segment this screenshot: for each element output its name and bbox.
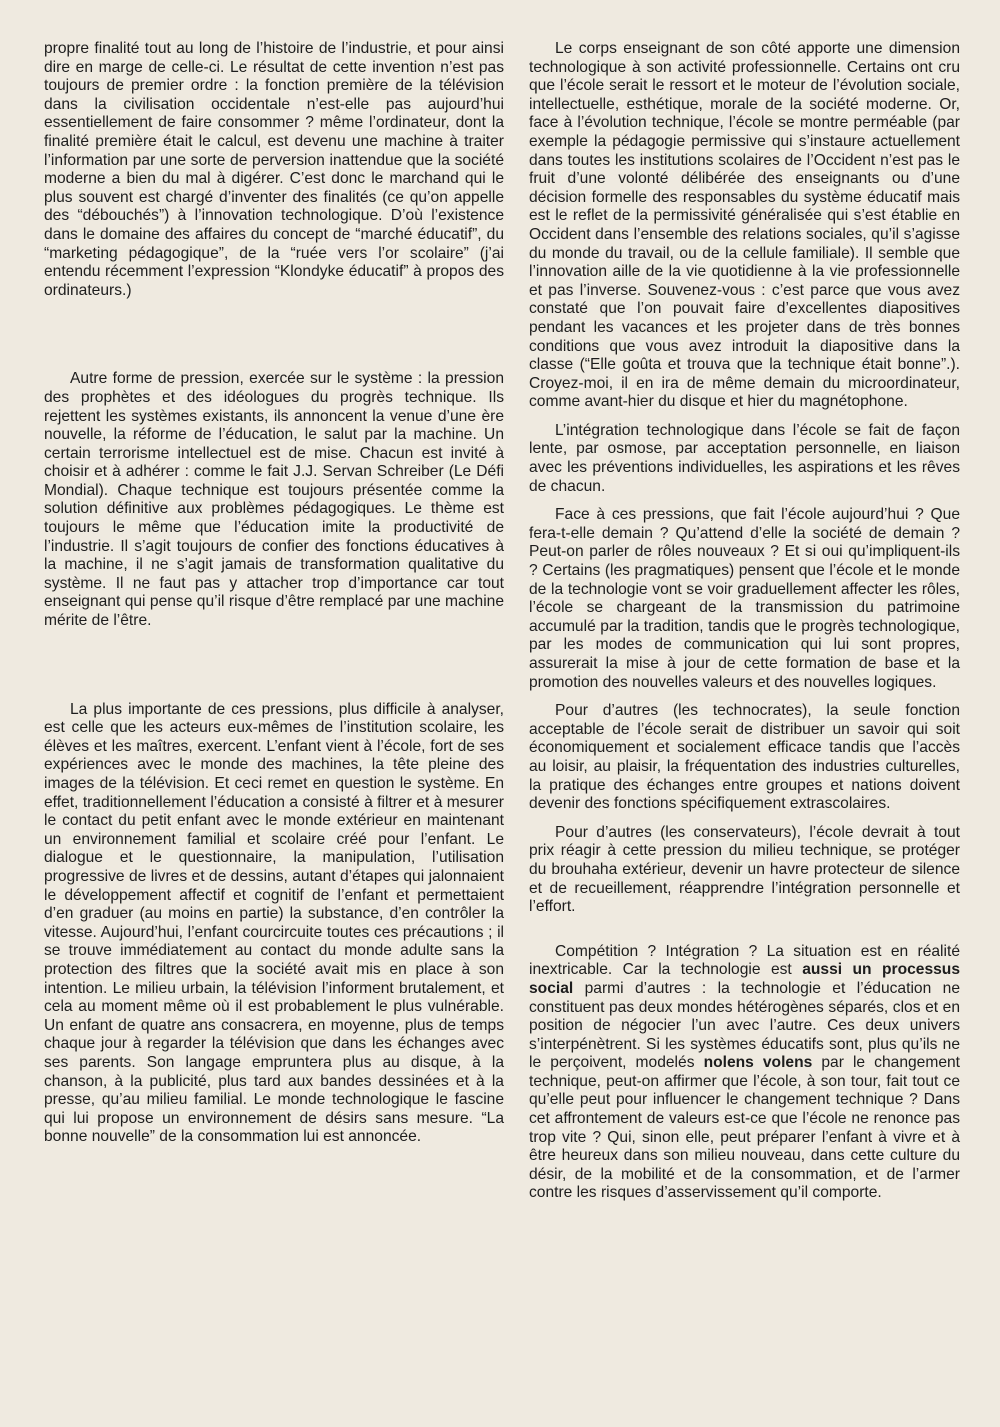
paragraph-conservatives: Pour d’autres (les conservateurs), l’école devrait à tout prix réagir à cette pression du milieu technique, se protéger du brouhaha extérieur, devenir un havre protecteur de silence et de recueillement, réapprendre l’intégration personnelle et l’effort. xyxy=(529,823,960,916)
bold-phrase-nolens-volens: nolens volens xyxy=(703,1054,813,1072)
paragraph-technocrats: Pour d’autres (les technocrates), la seule fonction acceptable de l’école serait de distribuer un savoir qui soit économiquement et socialement efficace tandis que l’accès au loisir, au plaisir, la fréquentation des industries culturelles, la pratique des échanges entre groupes et nations doivent devenir des fonctions spécifiquement extrascolaires. xyxy=(529,702,960,813)
text-segment: parmi d’autres : la technologie et l’éducation ne constituent pas deux mondes hétérogènes séparés, clos et en position de négocier l’un avec l’autre. Ces deux univers s’interpénètrent. Si les systèmes éducatifs sont, plus qu’ils ne le perçoivent, modelés xyxy=(529,979,960,1072)
bold-phrase-social-process: aussi un processus social xyxy=(529,961,960,997)
paragraph-marketing: propre finalité tout au long de l’histoire de l’industrie, et pour ainsi dire en marge de celle-ci. Le résultat de cette invention n’est pas toujours de premier ordre : la fonction première de la télévision dans la civilisation occidentale n’est-elle pas aujourd’hui essentiellement de faire consommer ? même l’ordinateur, dont la finalité première était le calcul, est devenu une machine à traiter l’information par une sorte de perversion inattendue que la société moderne a bien du mal à digérer. C’est donc le marchand qui le plus souvent est chargé d’inventer des finalités (ce qu’on appelle des “débouchés”) à l’innovation technologique. D’où l’existence dans le domaine des affaires du concept de “marché éducatif”, du “marketing pédagogique”, de la “ruée vers l’or scolaire” (j’ai entendu récemment l’expression “Klondyke éducatif” à propos des ordinateurs.) xyxy=(44,40,504,299)
text-segment: Compétition ? Intégration ? La situation est en réalité inextricable. Car la technologie est xyxy=(529,942,960,979)
paragraph-school-today: Face à ces pressions, que fait l’école aujourd’hui ? Que fera-t-elle demain ? Qu’attend d’elle la société de demain ? Peut-on parler de rôles nouveaux ? Et si oui qu’impliquent-ils ? Certains (les pragmatiques) pensent que l’école et le monde de la technologie vont se voir graduellement affecter les rôles, l’école se chargeant de la transmission du patrimoine accumulé par la tradition, tandis que le progrès technologique, par les modes de communication qui lui sont propres, assurerait la mise à jour de cette formation de base et la promotion des nouvelles valeurs et des nouvelles logiques. xyxy=(529,506,960,691)
paragraph-teachers: Le corps enseignant de son côté apporte une dimension technologique à son activité professionnelle. Certains ont cru que l’école serait le ressort et le moteur de l’évolution sociale, intellectuelle, esthétique, morale de la société moderne. Or, face à l’évolution technique, l’école se montre perméable (par exemple la pédagogie permissive qui s’instaure actuellement dans toutes les institutions scolaires de l’Occident n’est pas le fruit d’une volonté délibérée des enseignants ou d’une décision formelle des responsables du système éducatif mais est le reflet de la permissivité généralisée qui s’est établie en Occident dans l’ensemble des relations sociales, qu’il s’agisse du monde du travail, ou de la cellule familiale). Il semble que l’innovation aille de la vie quotidienne à la vie professionnelle et pas l’inverse. Souvenez-vous : c’est parce que vous avez constaté que l’on pouvait faire d’excellentes diapositives pendant les vacances et les projeter dans de très bonnes conditions que vous avez introduit la diapositive dans la classe (“Elle goûta et trouva que la technique était bonne”.). Croyez-moi, il en ira de même demain du microordinateur, comme avant-hier du disque et hier du magnétophone. xyxy=(529,40,960,411)
paragraph-prophets-pressure: Autre forme de pression, exercée sur le système : la pression des prophètes et des idéologues du progrès technique. Ils rejettent les systèmes existants, ils annoncent la venue d’une ère nouvelle, la réforme de l’éducation, le salut par la machine. Un certain terrorisme intellectuel est de mise. Chacun est invité à choisir et à adhérer : comme le fait J.J. Servan Schreiber (Le Défi Mondial). Chaque technique est toujours présentée comme la solution définitive aux problèmes pédagogiques. Le thème est toujours le même que l’éducation imite la productivité de l’industrie. Il s’agit toujours de confier des fonctions éducatives à la machine, il ne s’agit jamais de transformation qualitative du système. Il ne faut pas y attacher trop d’importance car tout enseignant qui pense qu’il risque d’être remplacé par une machine mérite de l’être. xyxy=(44,370,504,630)
paragraph-integration: L’intégration technologique dans l’école se fait de façon lente, par osmose, par acceptation personnelle, en liaison avec les préventions individuelles, les aspirations et les rêves de chacun. xyxy=(529,421,960,495)
text-segment: par le changement technique, peut-on affirmer que l’école, à son tour, fait tout ce qu’elle peut pour influencer le changement technique ? Dans cet affrontement de valeurs est-ce que l’école ne renonce pas trop vite ? Qui, sinon elle, peut préparer l’enfant à vivre et à être heureux dans son milieu nouveau, dans cette culture du désir, de la mobilité et de la consommation, et de l’armer contre les risques d’asservissement qu’il comporte. xyxy=(529,1054,960,1202)
paragraph-actors-pressure: La plus importante de ces pressions, plus difficile à analyser, est celle que les acteurs eux-mêmes de l’institution scolaire, les élèves et les maîtres, exercent. L’enfant vient à l’école, fort de ses expériences avec le monde des machines, la tête pleine des images de la télévision. Et ceci remet en question le système. En effet, traditionnellement l’éducation a consisté à filtrer et à mesurer le contact du petit enfant avec le monde extérieur en maintenant un environnement familial et scolaire créé pour l’enfant. Le dialogue et le questionnaire, la manipulation, l’utilisation progressive de livres et de dessins, autant d’étapes qui jalonnaient le développement affectif et cognitif de l’enfant et permettaient d’en graduer (au moins en partie) la substance, d’en contrôler la vitesse. Aujourd’hui, l’enfant courcircuite toutes ces précautions ; il se trouve immédiatement au contact du monde adulte sans la protection des filtres que la société avait mis en place à son intention. Le milieu urbain, la télévision l’informent brutalement, et cela au moment même où il est probablement le plus vulnérable. Un enfant de quatre ans consacrera, en moyenne, plus de temps chaque jour à regarder la télévision que dans les échanges avec ses parents. Son langage empruntera plus au disque, à la chanson, à la publicité, plus tard aux bandes dessinées et à la presse, qu’au milieu familial. Le monde technologique le fascine qui lui propose un environnement de désirs sans mesure. “La bonne nouvelle” de la consommation lui est annoncée. xyxy=(44,700,504,1146)
right-column xyxy=(529,40,960,1203)
paragraph-competition xyxy=(529,943,960,1203)
left-column xyxy=(44,40,504,1147)
